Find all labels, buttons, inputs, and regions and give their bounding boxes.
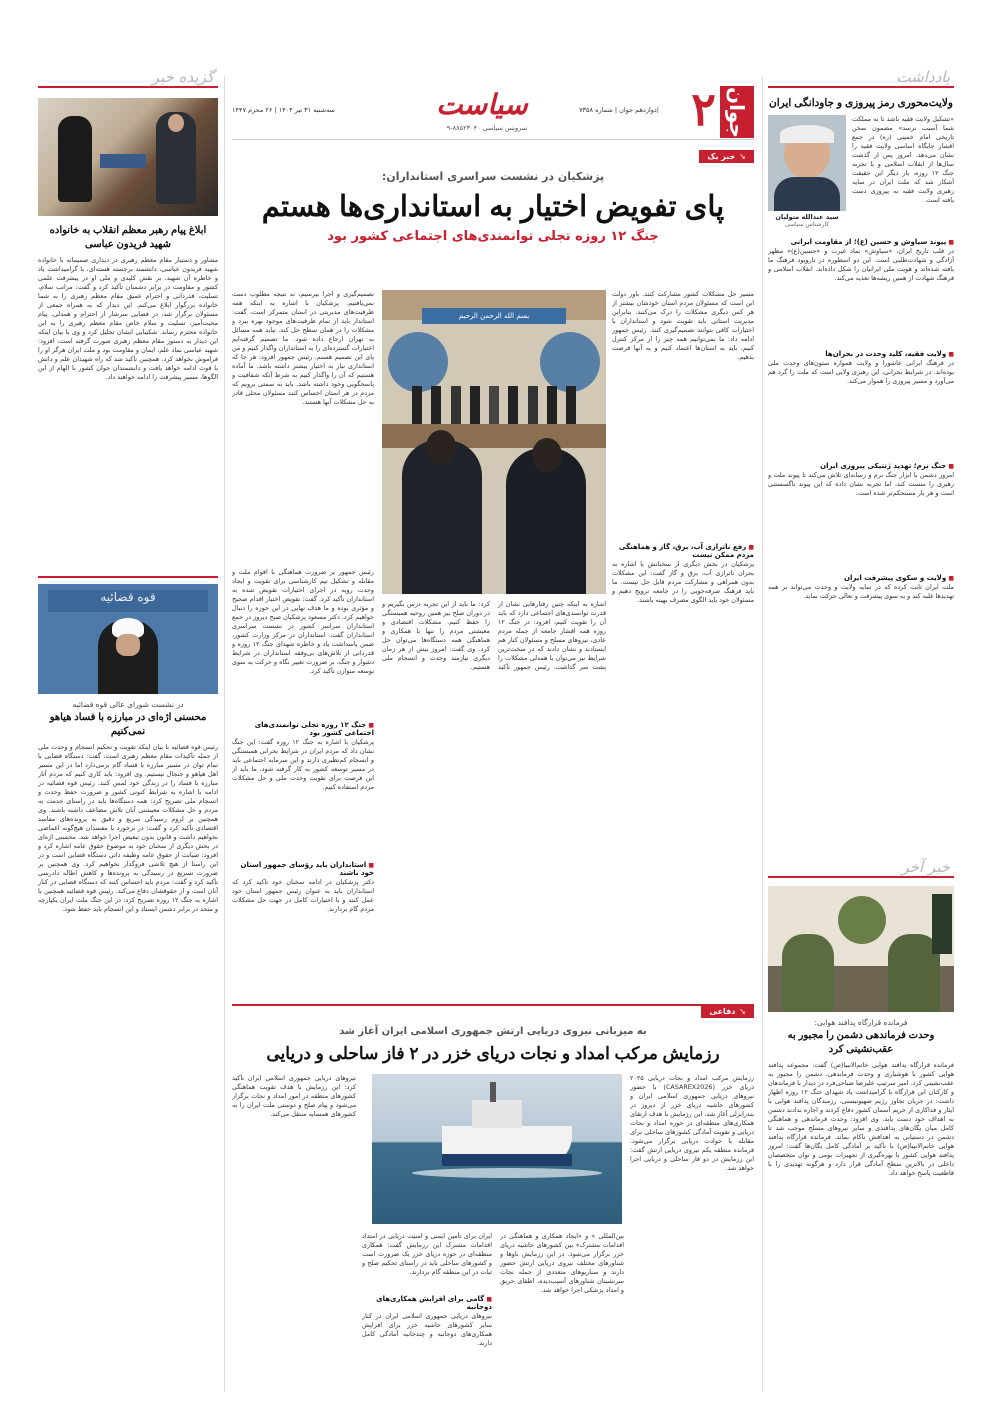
story2-kicker: در نشست شورای عالی قوه قضائیه	[72, 700, 184, 709]
note-body3: امروز دشمن با ابزار جنگ نرم و رسانه‌ای تلاش می‌کند تا پیوند ملت و رهبری را سست کند، اما تجربه نشان داده که این پیوند ناگسستنی است و هر بار مستحکم‌تر شده است.	[768, 471, 954, 497]
main-col1-subhead2: ■ استانداران باید رؤسای جمهور استان خود باشند	[232, 861, 374, 877]
masthead	[232, 82, 754, 140]
arrow-icon: ➘	[739, 152, 746, 161]
bottom-col2	[362, 1232, 492, 1384]
bottom-photo	[372, 1074, 622, 1224]
bottom-story	[232, 1004, 754, 1388]
main-col3: اشاره به اینکه چنین رفتارهایی نشان از قدرت توانمندی‌های اجتماعی دارد که باید آن را تقویت کنیم، افزود: در جنگ ۱۲ روزه همه اقشار جامعه از جمله مردم عادی، نیروهای مسلح و مسئولان کنار هم ایستادند و نشان دادند که در سخت‌ترین شرایط نیز می‌توان با همدلی مشکلات را پشت سر گذاشت. رئیس جمهور تأکید کرد: ما باید از این تجربه درس بگیریم و در دوران صلح نیز همین روحیه همبستگی را حفظ کنیم. مشکلات اقتصادی و معیشتی مردم را تنها با همکاری و هماهنگی همه دستگاه‌ها می‌توان حل کرد. وی گفت: امروز بیش از هر زمان دیگری نیازمند وحدت و انسجام ملی هستیم.	[382, 600, 606, 671]
author-role: کارشناس سیاسی	[784, 221, 830, 228]
main-col1-subhead1: ■ جنگ ۱۲ روزه تجلی توانمندی‌های اجتماعی کشور بود	[232, 721, 374, 737]
left-sidebar	[38, 68, 218, 1388]
note-subhead2: ■ ولایت فقیه، کلید وحدت در بحران‌ها	[768, 350, 954, 358]
service-phone: ۸۸۵۲۳۰۴۰-۹	[446, 124, 481, 132]
latest-kicker: فرمانده قرارگاه پدافند هوایی:	[814, 1018, 908, 1027]
page-number: ۲	[691, 82, 716, 136]
bottom-col3: بین‌المللی » و «ایجاد همکاری و هماهنگی در اقدامات مشترک» بین کشورهای حاشیه دریای خزر برگزار می‌شود. در این رزمایش ناوها و شناورهای مختلف نیروی دریایی ارتش حضور دارند و سناریوهای متعددی از جمله نجات سرنشینان شناورهای آسیب‌دیده، اطفای حریق و امداد پزشکی اجرا خواهد شد.	[500, 1232, 624, 1294]
note-body: «تشکیل ولایت فقیه باشد تا به مملکت شما آسیب نرسد» مضمون سخن تاریخی امام خمینی (ره) در جمع اقشار جایگاه اساسی ولایت فقیه را نشان می‌دهد. امروز پس از گذشت سال‌ها از انقلاب اسلامی و با تجربه جنگ ۱۲ روزه، بار دیگر این حقیقت آشکار شد که ملت ایران در سایه رهبری ولایت فقیه به پیروزی دست یافته است.	[852, 115, 954, 204]
story2-body: رئیس قوه قضائیه با بیان اینکه تقویت و تحکیم انسجام و وحدت ملی از جمله تأکیدات مقام معظم رهبری است، گفت: دستگاه قضایی با تمام توان در مسیر مبارزه با فساد گام برمی‌دارد اما در این مسیر اهل هیاهو و جنجال نیستیم. وی افزود: باید کاری کنیم که مردم آثار مبارزه با فساد را در زندگی خود لمس کنند. رئیس قوه قضائیه در ادامه با اشاره به شرایط کنونی کشور و ضرورت حفظ وحدت و انسجام ملی تصریح کرد: همه دستگاه‌ها باید در راستای خدمت به مردم و حل مشکلات معیشتی آنان تلاش مضاعف داشته باشند. وی همچنین بر لزوم رسیدگی سریع و دقیق به پرونده‌های مفاسد اقتصادی تأکید کرد و گفت: در برخورد با مفسدان هیچ‌گونه اغماضی نخواهیم داشت و قانون بدون تبعیض اجرا خواهد شد. محسنی اژه‌ای در بخش دیگری از سخنان خود به موضوع حقوق عامه اشاره کرد و افزود: صیانت از حقوق عامه وظیفه ذاتی دستگاه قضایی است و در این راستا از هیچ تلاشی فروگذار نخواهیم کرد. وی همچنین بر ضرورت تسریع در رسیدگی به پرونده‌ها و کاهش اطاله دادرسی تأکید کرد و گفت: مردم باید احساس کنند که دستگاه قضایی در کنار آنان است و از حقوقشان دفاع می‌کند. رئیس قوه قضائیه همچنین با اشاره به جنگ ۱۲ روزه تصریح کرد: در این جنگ ملت ایران یکپارچه و متحد در برابر دشمن ایستاد و این انسجام باید حفظ شود.	[38, 743, 218, 913]
main-col1-text-c: دکتر پزشکیان در ادامه سخنان خود تأکید کرد که استانداران باید به عنوان رئیس جمهور استان خود عمل کنند و با اختیارات کامل در جهت حل مشکلات مردم گام بردارند.	[232, 878, 374, 913]
issue-info: |دوازدهم جوان | شماره ۷۳۵۸	[579, 106, 659, 114]
main-kicker: پزشکیان در نشست سراسری استانداران:	[381, 170, 605, 183]
author-name: سید عبدالله متولیان	[775, 213, 839, 221]
arrow-icon: ➘	[739, 1007, 746, 1016]
story1-photo	[38, 98, 218, 216]
latest-photo	[768, 886, 954, 1012]
main-headline: پای تفویض اختیار به استانداری‌ها هستم	[261, 191, 725, 223]
main-col4-text-b: پزشکیان در بخش دیگری از سخنانش با اشاره به بحران ناترازی آب، برق و گاز گفت: این مشکلات بدون همراهی و مشارکت مردم قابل حل نیست. ما باید فرهنگ صرفه‌جویی را در جامعه ترویج دهیم و مسئولان خود باید الگوی مصرف بهینه باشند.	[612, 560, 754, 604]
bottom-col4: رزمایش مرکب امداد و نجات دریایی ۲۰۲۵ دریای خزر (CASAREX2026) با حضور نیروهای دریایی جمهوری اسلامی ایران و کشورهای حاشیه دریای خزر از دیروز در بندرانزلی آغاز شد. این رزمایش با هدف ارتقای همکاری‌های منطقه‌ای در حوزه امداد و نجات دریایی و تقویت آمادگی کشورهای ساحلی برای مقابله با حوادث دریایی برگزار می‌شود. فرمانده منطقه یکم نیروی دریایی ارتش گفت: این رزمایش در دو فاز ساحلی و دریایی اجرا خواهد شد.	[630, 1074, 754, 1172]
note-subhead1: ■ پیوند سیاوش و حسین (ع)؛ از مقاومت ایرانی	[768, 238, 954, 246]
story1-title: ابلاغ پیام رهبر معظم انقلاب به خانواده شهید فریدون عباسی	[49, 225, 207, 250]
date-info: سه‌شنبه ۳۱ تیر ۱۴۰۴ | ۲۶ محرم ۱۴۴۷	[232, 106, 336, 114]
bottom-tag-label: دفاعی	[709, 1007, 736, 1016]
bottom-headline: رزمایش مرکب امداد و نجات دریای خزر در ۲ فاز ساحلی و دریایی	[266, 1044, 720, 1063]
service-label: سرویس سیاسی	[482, 124, 528, 132]
author-photo	[768, 115, 846, 211]
paper-logo: جوان	[720, 86, 754, 138]
main-subheadline: جنگ ۱۲ روزه تجلی توانمندی‌های اجتماعی کشور بود	[327, 229, 659, 244]
main-photo	[382, 290, 606, 594]
note-body1: در قلب تاریخ ایران، «سیاوش» نماد غیرت و «حسین(ع)» مظهر آزادگی و شهادت‌طلبی است. این دو اسطوره در تاروپود فرهنگ ما بافته شده‌اند و هویت ملی ایرانیان را شکل داده‌اند. انقلاب اسلامی و فرهنگ شهادت از همین ریشه‌ها تغذیه می‌کند.	[768, 247, 954, 282]
photo-banner: بسم الله الرحمن الرحیم	[422, 308, 566, 324]
story2-photo	[38, 584, 218, 694]
main-col2: تصمیم‌گیری و اجرا بپرسیم، نه نتیجه مطلوب دست نمی‌یافتیم. پزشکیان با اشاره به اینکه همه ظرفیت‌های مدیریتی در استان متمرکز است، گفت: استاندار باید از تمام ظرفیت‌های موجود بهره ببرد و مشکلات را در همان سطح حل کند. نباید همه مسائل به تهران ارجاع داده شود. ما تصمیم گرفته‌ایم اختیارات گسترده‌ای را به استانداران واگذار کنیم و من پای این تصمیم هستم. رئیس جمهور افزود: هر جا که استانداری نیاز به اختیار بیشتر داشته باشد، ما آماده هستیم که آن را واگذار کنیم به شرط آنکه شفافیت و پاسخگویی وجود داشته باشد. باید به سمتی برویم که مردم در هر استان احساس کنند مسئولان محلی قادر به حل مشکلات آنها هستند.	[232, 290, 374, 406]
main-col1-text: رئیس جمهور بر ضرورت هماهنگی با اقوام ملت و مقابله و تشکیل تیم کارشناسی برای تقویت و ایجاد وحدت رویه در اجرای اختیارات تفویض شده به استانداران تأکید کرد. گفت: تفویض اختیار اقدام صحیح و مؤثری بوده و ما هدف نهایی در این حوزه را دنبال خواهیم کرد. دکتر مسعود پزشکیان صبح دیروز در جمع استانداران سراسر کشور در نشست سراسری استانداران گفت: استانداران در مرکز وزارت کشور، ضمن پاسداشت یاد و خاطره شهدای جنگ ۱۲ روزه و قدردانی از تلاش‌های بی‌وقفه استانداران در شرایط دشوار و جنگ، بر ضرورت تغییر نگاه و حرکت به سوی توسعه متوازن تأکید کرد.	[232, 568, 374, 675]
main-col1-text-b: پزشکیان با اشاره به جنگ ۱۲ روزه گفت: این جنگ نشان داد که مردم ایران در شرایط بحرانی همبستگی و انسجام کم‌نظیری دارند و این سرمایه اجتماعی باید در مسیر توسعه کشور به کار گرفته شود. ما باید از این فرصت برای تقویت وحدت ملی و حل مشکلات مردم استفاده کنیم.	[232, 738, 374, 791]
main-col1	[232, 568, 374, 988]
note-subhead4: ■ ولایت و سکوی پیشرفت ایران	[768, 574, 954, 582]
service-line	[437, 124, 537, 132]
note-title: ولایت‌محوری رمز پیروزی و جاودانگی ایران	[769, 97, 953, 109]
main-col4	[612, 290, 754, 990]
main-tag	[699, 150, 754, 163]
sidebar-header-latest: خبر آخر	[768, 858, 954, 878]
bottom-col2-text: ایران برای تأمین ایمنی و امنیت دریایی در امتداد اقدامات مشترک این رزمایش گفت: همکاری منطقه‌ای در حوزه دریای خزر یک ضرورت است و کشورهای ساحلی باید در راستای تحکیم صلح و ثبات در این منطقه گام بردارند.	[362, 1232, 492, 1276]
latest-body: فرمانده قرارگاه پدافند هوایی خاتم‌الانبیا(ص) گفت: مجموعه پدافند هوایی کشور با هوشیاری و وحدت فرماندهی، دشمن را مجبور به عقب‌نشینی کرد. امیر سرتیپ علیرضا صباحی‌فرد در دیدار با فرماندهان و کارکنان این قرارگاه با گرامیداشت یاد شهدای جنگ ۱۲ روزه اظهار داشت: در جریان تجاوز رژیم صهیونیستی، رزمندگان پدافند هوایی با ایثار و فداکاری از حریم آسمان کشور دفاع کردند و اجازه ندادند دشمن به اهداف خود دست یابد. وی افزود: وحدت فرماندهی و هماهنگی کامل میان یگان‌های پدافندی و سایر نیروهای مسلح موجب شد تا دشمن در دستیابی به اهدافش ناکام بماند. فرمانده قرارگاه پدافند هوایی خاتم‌الانبیا(ص) با تأکید بر آمادگی کامل یگان‌ها گفت: امروز پدافند هوایی کشور با بهره‌گیری از تجهیزات بومی و توان متخصصان داخلی در بالاترین سطح آمادگی قرار دارد و هرگونه تهدیدی را با قاطعیت پاسخ خواهد داد.	[768, 1061, 954, 1177]
sidebar-header-news: گزیده خبر	[38, 68, 218, 88]
main-story	[232, 148, 754, 998]
main-tag-label: خبر یک	[707, 152, 736, 161]
bottom-col1: نیروهای دریایی جمهوری اسلامی ایران تأکید کرد: این رزمایش با هدف تقویت هماهنگی کشورهای منطقه در امور امداد و نجات برگزار می‌شود و پیام صلح و دوستی ملت ایران را به کشورهای همسایه منتقل می‌کند.	[232, 1074, 356, 1118]
main-col4-subhead: ■ رفع ناترازی آب، برق، گاز و هماهنگی مردم ممکن نیست	[612, 543, 754, 559]
main-col4-text: مسیر حل مشکلات کشور مشارکت کنند. باور دولت این است که مسئولان مردم استان خودشان بیشتر از هر کس دیگری مشکلات را درک می‌کنند. بنابراین مدیریت استانی باید تقویت شود و استانداران با اختیارات کافی بتوانند تصمیم‌گیری کنند. رئیس جمهور ادامه داد: ما نمی‌توانیم همه چیز را از مرکز کنترل کنیم، باید به استان‌ها اعتماد کنیم و به آنها فرصت بدهیم.	[612, 290, 754, 361]
note-body4: ملت ایران ثابت کرده که در سایه ولایت و وحدت می‌تواند بر همه تهدیدها غلبه کند و به سوی پیشرفت و تعالی حرکت نماید.	[768, 583, 954, 600]
section-logo: سیاست	[436, 88, 528, 121]
story1-body: مشاور و دستیار مقام معظم رهبری در دیداری صمیمانه با خانواده شهید فریدون عباسی، دانشمند برجسته هسته‌ای، با گرامیداشت یاد و خاطره آن شهید، بر نقش کلیدی و ملی او در پیشرفت علمی کشور و مقاومت در برابر دشمنان تأکید کرد و گفت: مراتب سلام، تسلیت، قدردانی و احترام عمیق مقام معظم رهبری را به شما خانواده بزرگوار ابلاغ می‌کنم. این دیدار که به همراه جمعی از مسئولان برگزار شد، در فضایی سرشار از احترام و همدلی، پیام محبت‌آمیز، تسلیت و سلام خاص مقام معظم رهبری را به این خانواده محترم رساند. شکیبایی ایشان تجلیل کرد و وی با بیان اینکه این دیدار به دستور مقام معظم رهبری صورت گرفته است، افزود: شهید عباسی نماد علم، ایمان و مقاومت بود و ملت ایران هرگز او را فراموش نخواهد کرد. همچنین تأکید شد که راه شهیدان علم و دانش با قوت ادامه خواهد یافت و دانشمندان جوان کشور با الهام از این الگوها، مسیر پیشرفت را ادامه خواهند داد.	[38, 256, 218, 381]
judiciary-sign: قوه قضائیه	[48, 590, 208, 612]
bottom-tag	[701, 1005, 754, 1018]
sidebar-header-note: یادداشت	[768, 68, 954, 88]
story2-title: محسنی اژه‌ای در مبارزه با فساد هیاهو نمی‌کنیم	[49, 712, 207, 737]
note-body2: در فرهنگ ایرانی عاشورا و ولایت همواره ستون‌های وحدت ملی بوده‌اند. در شرایط بحرانی، این رهبری ولایی است که ملت را گرد هم می‌آورد و مسیر پیروزی را هموار می‌کند.	[768, 359, 954, 385]
bottom-col2-text-b: نیروهای دریایی جمهوری اسلامی ایران در کنار سایر کشورهای حاشیه خزر برای افزایش همکاری‌های دوجانبه و چندجانبه آمادگی کامل دارند.	[362, 1312, 492, 1347]
right-sidebar	[768, 68, 954, 1388]
bottom-kicker: به میزبانی نیروی دریایی ارتش جمهوری اسلامی ایران آغاز شد	[339, 1026, 647, 1037]
latest-title: وحدت فرماندهی دشمن را مجبور به عقب‌نشینی کرد	[787, 1030, 935, 1055]
note-subhead3: ■ جنگ نرم؛ تهدید ژنتیکی پیروزی ایران	[768, 462, 954, 470]
bottom-col2-subhead: ■ گامی برای افزایش همکاری‌های دوجانبه	[362, 1295, 492, 1311]
